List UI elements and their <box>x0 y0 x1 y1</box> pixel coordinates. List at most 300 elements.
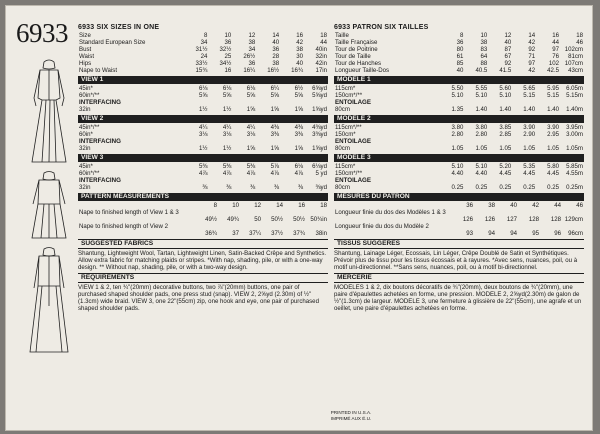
measure-label: Longueur finie du dos des Modèles 1 & 3 <box>335 209 446 217</box>
measure-size: 38 <box>488 202 495 210</box>
row-value: 2.80 <box>451 131 464 139</box>
row-value: 1⅝ <box>294 145 304 153</box>
row-value: 42 <box>528 39 536 47</box>
row-value: 1⅝yd <box>312 106 327 114</box>
measure-value: 50¾in <box>310 216 327 224</box>
row-label: ENTOILAGE <box>335 99 371 107</box>
measure-size: 40 <box>510 202 517 210</box>
view-header: MODELE 1 <box>334 76 584 84</box>
row-value: 30 <box>296 53 304 61</box>
yardage-row <box>78 170 328 177</box>
yardage-table <box>78 124 328 152</box>
row-value: 3.90 <box>523 124 536 132</box>
row-value: 4⅞ <box>246 170 256 178</box>
measure-value: 128 <box>528 216 539 224</box>
row-label: 115cm*/** <box>335 124 362 132</box>
row-value: 36 <box>272 46 280 54</box>
row-value: 5 yd <box>315 170 327 178</box>
row-value: 4.55m <box>566 170 583 178</box>
row-value: 3⅜ <box>294 131 304 139</box>
row-value: 34½ <box>219 60 232 68</box>
row-value: 4⅜yd <box>312 124 327 132</box>
yardage-row <box>78 124 328 131</box>
row-value: ⅜ <box>226 184 232 192</box>
yardage-table <box>334 124 584 152</box>
measure-value: 94 <box>510 230 517 238</box>
row-value: 102 <box>548 60 560 68</box>
row-label: 45in*/** <box>79 124 100 132</box>
pattern-measurements-fr <box>334 202 584 237</box>
row-value: 38 <box>248 39 256 47</box>
row-value: 25 <box>224 53 232 61</box>
yardage-row <box>78 92 328 99</box>
measure-value: 49½ <box>205 216 217 224</box>
yardage-row <box>334 131 584 138</box>
row-value: 2.85 <box>499 131 512 139</box>
row-value: 16 <box>296 32 304 40</box>
row-label: 60in*/** <box>79 92 100 100</box>
row-value: 24 <box>200 53 208 61</box>
view-header: VIEW 3 <box>78 154 328 162</box>
measure-size: 36 <box>466 202 473 210</box>
view-header: VIEW 2 <box>78 115 328 123</box>
measure-value: 96 <box>554 230 561 238</box>
row-value: ⅜ <box>274 184 280 192</box>
notions-text-fr: MODELES 1 & 2, dix boutons décoratifs de ¾"(20mm), deux boutons de ¾"(20mm), une paire d'épaulettes achetées en forme, une pression. MODELE 2, 2⅝yd(2.30m) de galon de ½"(1.3cm) de largeur. MODELE 3, une fermeture à glissière de 22"(55cm), une agrafe et un oeillet, une paire d'épaulettes achetées en forme. <box>334 284 582 313</box>
row-value: 5.10 <box>451 163 464 171</box>
row-label: 115cm* <box>335 163 356 171</box>
row-value: 3.00m <box>566 131 583 139</box>
row-value: 1.05m <box>566 145 583 153</box>
row-value: 6.05m <box>566 85 583 93</box>
row-label: 32in <box>79 184 91 192</box>
yardage-table <box>78 85 328 113</box>
row-label: Size <box>79 32 91 40</box>
row-label: 45in* <box>79 85 93 93</box>
row-value: 4⅞ <box>270 170 280 178</box>
row-label: Tour de Taille <box>335 53 371 61</box>
size-row <box>78 32 328 39</box>
row-value: 1.05 <box>547 145 560 153</box>
row-value: 4.45 <box>499 170 512 178</box>
row-value: 4.40 <box>475 170 488 178</box>
row-value: 16¼ <box>243 67 256 75</box>
pattern-number: 6933 <box>16 18 68 48</box>
size-row <box>334 67 584 74</box>
row-value: 4¼ <box>198 124 208 132</box>
row-value: 5⅝ <box>270 92 280 100</box>
size-row <box>334 46 584 53</box>
row-value: 16 <box>224 67 232 75</box>
row-label: Hips <box>79 60 92 68</box>
row-value: 4.40 <box>451 170 464 178</box>
row-label: 80cm <box>335 145 350 153</box>
row-value: 40 <box>504 39 512 47</box>
size-row <box>334 32 584 39</box>
row-value: 1.05 <box>475 145 488 153</box>
row-value: 1.40 <box>499 106 512 114</box>
yardage-table <box>334 85 584 113</box>
row-value: 31½ <box>195 46 208 54</box>
footer-printed: PRINTED IN U.S.A. <box>330 410 372 415</box>
size-chart <box>78 32 328 74</box>
size-row <box>78 46 328 53</box>
row-value: 26½ <box>243 53 256 61</box>
measure-size: 46 <box>576 202 583 210</box>
row-value: 4.45 <box>547 170 560 178</box>
yardage-row <box>78 177 328 184</box>
measure-value: 50½ <box>293 216 305 224</box>
measure-size: 14 <box>276 202 283 210</box>
measure-size: 18 <box>320 202 327 210</box>
row-label: 32in <box>79 145 91 153</box>
row-value: 3.95m <box>566 124 583 132</box>
row-value: 5.50 <box>451 85 464 93</box>
row-value: 0.25 <box>499 184 512 192</box>
yardage-table <box>334 163 584 191</box>
row-value: 1⅝ <box>270 145 280 153</box>
row-value: 76 <box>552 53 560 61</box>
size-row <box>334 60 584 67</box>
measure-size: 8 <box>213 202 217 210</box>
row-value: 5.10 <box>475 163 488 171</box>
row-label: 60in* <box>79 131 93 139</box>
row-value: 33½ <box>195 60 208 68</box>
row-value: 80 <box>456 46 464 54</box>
row-value: 1½ <box>198 106 208 114</box>
pattern-measurements-header: PATTERN MEASUREMENTS <box>78 193 328 201</box>
row-value: 12 <box>504 32 512 40</box>
row-value: 0.25m <box>566 184 583 192</box>
row-value: 16 <box>552 32 560 40</box>
row-value: 40 <box>296 60 304 68</box>
measure-value: 37½ <box>271 230 283 238</box>
row-value: 6⅝yd <box>312 85 327 93</box>
row-label: ENTOILAGE <box>335 177 371 185</box>
row-value: 1.40 <box>475 106 488 114</box>
yardage-row <box>334 92 584 99</box>
row-value: 3⅜yd <box>312 131 327 139</box>
row-label: Tour de Hanches <box>335 60 382 68</box>
yardage-row <box>334 163 584 170</box>
yardage-row <box>78 99 328 106</box>
yardage-row <box>78 145 328 152</box>
row-label: INTERFACING <box>79 99 121 107</box>
row-value: 1½ <box>198 145 208 153</box>
row-value: 38 <box>480 39 488 47</box>
row-value: 38 <box>272 60 280 68</box>
row-value: 1½ <box>222 145 232 153</box>
row-value: 36 <box>248 60 256 68</box>
row-value: 40in <box>315 46 327 54</box>
row-value: 1.40m <box>566 106 583 114</box>
row-value: 1½ <box>222 106 232 114</box>
measure-size: 16 <box>298 202 305 210</box>
row-value: 5⅜ <box>198 163 208 171</box>
row-value: 18 <box>320 32 327 40</box>
row-value: 32in <box>315 53 327 61</box>
row-value: 6¼ <box>270 85 280 93</box>
row-value: 4¼ <box>246 124 256 132</box>
row-label: ENTOILAGE <box>335 138 371 146</box>
french-column <box>334 24 584 312</box>
row-value: 12 <box>248 32 256 40</box>
row-value: 36 <box>224 39 232 47</box>
row-value: 42 <box>296 39 304 47</box>
measure-value: 50½ <box>271 216 283 224</box>
row-value: 10 <box>224 32 232 40</box>
row-label: Standard European Size <box>79 39 146 47</box>
fabrics-text: Shantung, Lightweight Wool, Tartan, Lightweight Linen, Satin-Backed Crêpe and Synthetics. Allow extra fabric for matching plaids or stripes. *With nap, shading, pile, or with a one-way design. ** Without nap, shading, pile, or with a two-way design. <box>78 250 327 272</box>
row-value: 46 <box>576 39 583 47</box>
row-value: 3⅜ <box>270 131 280 139</box>
row-value: ⅜ <box>250 184 256 192</box>
row-value: 5.10 <box>475 92 488 100</box>
pattern-measurements <box>78 202 328 237</box>
view-header: VIEW 1 <box>78 76 328 84</box>
row-value: ⅜yd <box>315 184 327 192</box>
yardage-row <box>334 99 584 106</box>
measure-size: 10 <box>232 202 239 210</box>
row-value: 87 <box>504 46 512 54</box>
row-value: 1.40 <box>523 106 536 114</box>
row-value: 3⅛ <box>198 131 208 139</box>
row-value: 14 <box>528 32 536 40</box>
row-value: 1.35 <box>451 106 464 114</box>
row-value: 16½ <box>267 67 280 75</box>
row-value: ⅜ <box>202 184 208 192</box>
row-value: 3.85 <box>499 124 512 132</box>
row-value: 18 <box>576 32 583 40</box>
row-value: 64 <box>480 53 488 61</box>
row-value: 1⅝yd <box>312 145 327 153</box>
row-value: 5.85m <box>566 163 583 171</box>
row-value: 92 <box>504 60 512 68</box>
row-value: 5.15 <box>523 92 536 100</box>
size-chart-fr <box>334 32 584 74</box>
row-value: 34 <box>200 39 208 47</box>
row-value: 1⅝ <box>246 106 256 114</box>
row-value: 5.35 <box>523 163 536 171</box>
row-value: 10 <box>480 32 488 40</box>
row-value: 5⅝ <box>198 92 208 100</box>
row-value: 15¾ <box>195 67 208 75</box>
row-value: 6⅛yd <box>312 163 327 171</box>
yardage-row <box>334 170 584 177</box>
yardage-row <box>78 106 328 113</box>
row-value: 3.90 <box>547 124 560 132</box>
row-value: 14 <box>272 32 280 40</box>
row-label: Taille Française <box>335 39 378 47</box>
measure-value: 126 <box>484 216 495 224</box>
row-value: 40.5 <box>475 67 488 75</box>
english-title: 6933 SIX SIZES IN ONE <box>78 24 160 31</box>
row-value: 3.80 <box>451 124 464 132</box>
row-value: 32½ <box>219 46 232 54</box>
measure-size: 44 <box>554 202 561 210</box>
row-label: INTERFACING <box>79 138 121 146</box>
row-value: 5⅝ <box>222 92 232 100</box>
yardage-row <box>334 177 584 184</box>
row-value: 28 <box>272 53 280 61</box>
row-value: 4⅞ <box>222 170 232 178</box>
row-value: 2.90 <box>523 131 536 139</box>
row-value: 6½ <box>294 85 304 93</box>
fabrics-header: SUGGESTED FABRICS <box>78 239 328 249</box>
row-value: 40 <box>456 67 464 75</box>
yardage-row <box>334 85 584 92</box>
row-value: 3.80 <box>475 124 488 132</box>
row-value: 38 <box>296 46 304 54</box>
row-label: 150cm* <box>335 131 356 139</box>
yardage-row <box>334 138 584 145</box>
row-value: 8 <box>460 32 464 40</box>
row-value: 1.05 <box>499 145 512 153</box>
row-value: 1.40 <box>547 106 560 114</box>
size-row <box>78 53 328 60</box>
row-value: 61 <box>456 53 464 61</box>
row-value: 1⅝ <box>246 145 256 153</box>
row-value: 0.25 <box>523 184 536 192</box>
row-value: 2.80 <box>475 131 488 139</box>
row-value: 85 <box>456 60 464 68</box>
row-value: 6⅛ <box>198 85 208 93</box>
row-value: 3⅛ <box>222 131 232 139</box>
row-value: 0.25 <box>451 184 464 192</box>
row-value: 71 <box>528 53 536 61</box>
row-value: 42in <box>315 60 327 68</box>
measure-value: 94 <box>488 230 495 238</box>
row-value: 1.05 <box>451 145 464 153</box>
yardage-row <box>78 131 328 138</box>
row-value: 44 <box>552 39 560 47</box>
view-1-illustration <box>24 58 74 166</box>
row-value: 8 <box>204 32 208 40</box>
measure-value: 126 <box>462 216 473 224</box>
row-label: 80cm <box>335 106 350 114</box>
measure-value: 49¾ <box>227 216 239 224</box>
row-value: 42 <box>528 67 536 75</box>
requirements-header: REQUIREMENTS <box>78 273 328 283</box>
row-value: 0.25 <box>547 184 560 192</box>
row-value: 42.5 <box>547 67 560 75</box>
measure-label: Nape to finished length of View 1 & 3 <box>79 209 179 217</box>
row-value: 1⅝ <box>294 106 304 114</box>
row-value: 16¾ <box>291 67 304 75</box>
french-title: 6933 PATRON SIX TAILLES <box>334 24 429 31</box>
measure-value: 127 <box>506 216 517 224</box>
measure-value: 50 <box>254 216 261 224</box>
view-2-illustration <box>24 170 74 240</box>
row-value: 67 <box>504 53 512 61</box>
size-row <box>78 60 328 67</box>
row-value: 4⅜ <box>294 124 304 132</box>
row-value: 34 <box>248 46 256 54</box>
row-value: 88 <box>480 60 488 68</box>
row-label: 45in* <box>79 163 93 171</box>
row-value: 5.80 <box>547 163 560 171</box>
fabrics-text-fr: Shantung, Lainage Léger, Ecossais, Lin Léger, Crêpe Doublé de Satin et Synthétiques. Prévoir plus de tissu pour les tissus écossais et à rayures. *Avec sens, nuances, poil, ou à motif uni-directionnel. **Sans sens, nuances, poil, ou à motif bi-directionnel. <box>334 250 578 272</box>
row-value: 17in <box>315 67 327 75</box>
row-value: 5⅝yd <box>312 92 327 100</box>
row-value: 5⅝ <box>294 92 304 100</box>
row-label: Nape to Waist <box>79 67 118 75</box>
row-value: 5⅜ <box>246 163 256 171</box>
notions-header-fr: MERCERIE <box>334 273 584 283</box>
row-label: 80cm <box>335 184 350 192</box>
row-value: 5.55 <box>475 85 488 93</box>
yardage-row <box>78 138 328 145</box>
row-label: 115cm* <box>335 85 356 93</box>
row-value: 40 <box>272 39 280 47</box>
row-value: 43cm <box>568 67 583 75</box>
yardage-table <box>78 163 328 191</box>
row-value: 6⅛ <box>294 163 304 171</box>
row-value: 102cm <box>564 46 583 54</box>
measures-header-fr: MESURES DU PATRON <box>334 193 584 201</box>
fabrics-header-fr: TISSUS SUGGERES <box>334 239 584 249</box>
row-label: Taille <box>335 32 349 40</box>
measure-value: 95 <box>532 230 539 238</box>
size-row <box>78 67 328 74</box>
row-value: 4⅞ <box>294 170 304 178</box>
row-value: 81cm <box>568 53 583 61</box>
pattern-envelope-back <box>6 6 592 430</box>
row-value: 5⅞ <box>270 163 280 171</box>
row-label: Tour de Poitrine <box>335 46 378 54</box>
yardage-row <box>334 145 584 152</box>
english-column <box>78 24 328 312</box>
row-value: 1⅝ <box>270 106 280 114</box>
measure-value: 96cm <box>568 230 583 238</box>
view-header: MODELE 3 <box>334 154 584 162</box>
row-label: 150cm*/** <box>335 170 363 178</box>
row-value: 4⅜ <box>270 124 280 132</box>
size-row <box>334 39 584 46</box>
row-value: 6⅛ <box>222 85 232 93</box>
row-value: 5.15m <box>566 92 583 100</box>
row-value: 5.15 <box>547 92 560 100</box>
row-value: ⅜ <box>297 184 304 192</box>
row-value: 41.5 <box>499 67 512 75</box>
size-row <box>334 53 584 60</box>
view-3-illustration <box>24 246 74 356</box>
measure-size: 42 <box>532 202 539 210</box>
footer-imprime: IMPRIMÉ AUX É.U. <box>330 416 372 421</box>
yardage-row <box>334 184 584 191</box>
size-row <box>78 39 328 46</box>
yardage-row <box>78 163 328 170</box>
row-value: 5⅜ <box>222 163 232 171</box>
row-label: Waist <box>79 53 95 61</box>
row-label: 150cm*/** <box>335 92 363 100</box>
measure-value: 129cm <box>564 216 583 224</box>
row-value: 83 <box>480 46 488 54</box>
requirements-text: VIEW 1 & 2, ten ¾"(20mm) decorative buttons, two ⅞"(20mm) buttons, one pair of purchased shaped shoulder pads, one press stud (snap). VIEW 2, 2⅝yd (2.30m) of ½"(1.3cm) wide braid. VIEW 3, one 22"(55cm) zip, one hook and eye, one pair of purchased shaped shoulder pads. <box>78 284 319 313</box>
row-value: 2.95 <box>547 131 560 139</box>
measure-value: 38in <box>315 230 327 238</box>
row-value: 3⅛ <box>246 131 256 139</box>
row-label: INTERFACING <box>79 177 121 185</box>
row-label: 32in <box>79 106 91 114</box>
row-value: 5.65 <box>523 85 536 93</box>
row-value: 107cm <box>564 60 583 68</box>
row-value: 4⅞ <box>198 170 208 178</box>
row-value: 0.25 <box>475 184 488 192</box>
row-value: 5.60 <box>499 85 512 93</box>
row-value: 36 <box>456 39 464 47</box>
yardage-row <box>334 124 584 131</box>
